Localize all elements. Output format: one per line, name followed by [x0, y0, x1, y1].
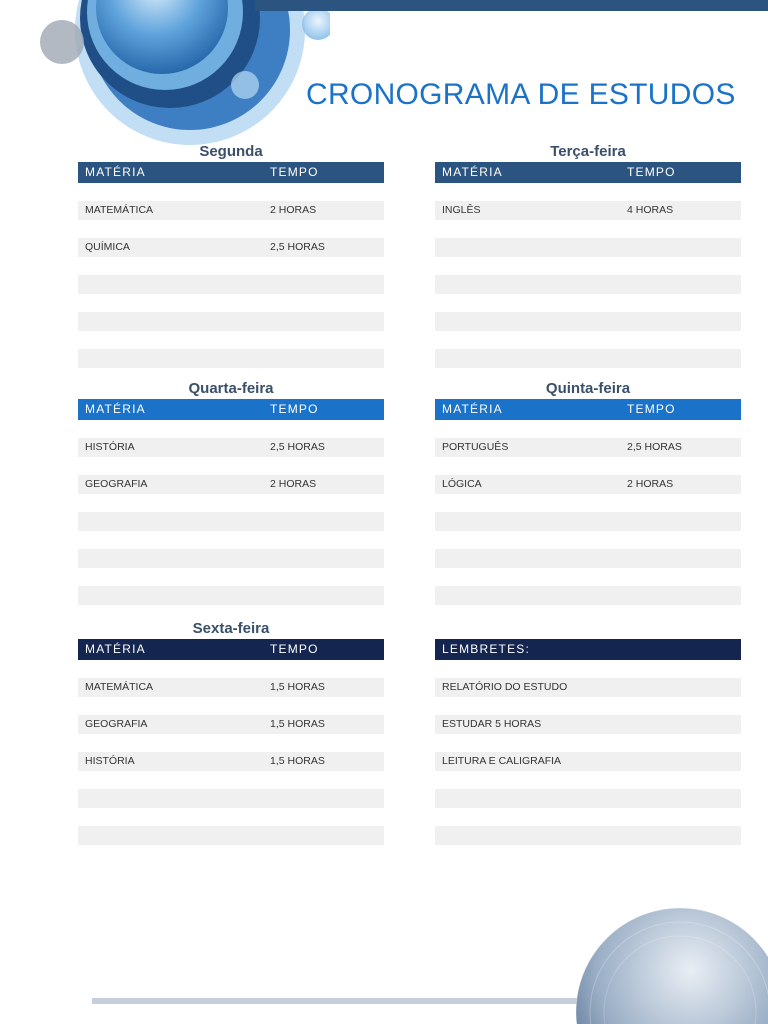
table-header [78, 399, 384, 420]
day-title: Sexta-feira [192, 620, 270, 637]
reminder-text: LEITURA E CALIGRAFIA [442, 755, 562, 767]
day-title: Segunda [199, 143, 263, 160]
table-row [435, 475, 741, 494]
table-row [78, 549, 384, 568]
column-header-materia: MATÉRIA [442, 165, 503, 179]
day-title: Quinta-feira [545, 380, 631, 397]
subject-cell: MATEMÁTICA [85, 681, 154, 693]
table-row [78, 678, 384, 697]
table-header [435, 639, 741, 660]
table-row [78, 475, 384, 494]
column-header-materia: MATÉRIA [85, 402, 146, 416]
table-row [435, 586, 741, 605]
list-item [435, 752, 741, 771]
day-title: Quarta-feira [188, 380, 274, 397]
section-terca [435, 141, 741, 368]
column-header-materia: MATÉRIA [442, 402, 503, 416]
footer-line [92, 998, 592, 1004]
table-row [78, 349, 384, 368]
column-header-materia: MATÉRIA [85, 642, 146, 656]
list-item [435, 826, 741, 845]
list-item [435, 789, 741, 808]
time-cell: 2 HORAS [270, 204, 317, 216]
reminder-text: RELATÓRIO DO ESTUDO [442, 681, 568, 693]
table-row [435, 512, 741, 531]
table-row [78, 789, 384, 808]
time-cell: 1,5 HORAS [270, 718, 325, 730]
table-row [435, 438, 741, 457]
table-row [78, 238, 384, 257]
page-title: CRONOGRAMA DE ESTUDOS [306, 78, 736, 111]
table-row [78, 512, 384, 531]
table-row [435, 238, 741, 257]
table-row [435, 549, 741, 568]
table-row [78, 826, 384, 845]
subject-cell: HISTÓRIA [85, 441, 135, 453]
time-cell: 2 HORAS [627, 478, 674, 490]
table-row [78, 201, 384, 220]
section-segunda [78, 141, 384, 368]
table-row [78, 586, 384, 605]
table-row [78, 275, 384, 294]
section-quinta [435, 378, 741, 605]
list-item [435, 715, 741, 734]
decorative-circles-top [0, 0, 330, 150]
section-sexta [78, 618, 384, 845]
subject-cell: GEOGRAFIA [85, 718, 148, 730]
subject-cell: GEOGRAFIA [85, 478, 148, 490]
time-cell: 4 HORAS [627, 204, 674, 216]
subject-cell: HISTÓRIA [85, 755, 135, 767]
table-row [435, 349, 741, 368]
time-cell: 2,5 HORAS [627, 441, 682, 453]
column-header-tempo: TEMPO [270, 642, 319, 656]
table-header [78, 639, 384, 660]
column-header-tempo: TEMPO [627, 402, 676, 416]
table-header [435, 399, 741, 420]
column-header-materia: MATÉRIA [85, 165, 146, 179]
table-row [435, 312, 741, 331]
column-header-tempo: TEMPO [270, 402, 319, 416]
table-header [78, 162, 384, 183]
decorative-circle-bottom [560, 900, 768, 1024]
subject-cell: MATEMÁTICA [85, 204, 154, 216]
time-cell: 2 HORAS [270, 478, 317, 490]
column-header-tempo: TEMPO [270, 165, 319, 179]
table-row [78, 438, 384, 457]
subject-cell: LÓGICA [442, 478, 482, 490]
table-row [78, 312, 384, 331]
subject-cell: INGLÊS [442, 204, 481, 216]
list-item [435, 678, 741, 697]
reminder-text: ESTUDAR 5 HORAS [442, 718, 542, 730]
time-cell: 2,5 HORAS [270, 241, 325, 253]
subject-cell: PORTUGUÊS [442, 441, 509, 453]
top-accent-bar [255, 0, 768, 11]
lembretes-header: LEMBRETES: [442, 642, 531, 656]
time-cell: 1,5 HORAS [270, 681, 325, 693]
table-header [435, 162, 741, 183]
column-header-tempo: TEMPO [627, 165, 676, 179]
subject-cell: QUÍMICA [85, 241, 130, 253]
day-title: Terça-feira [550, 143, 626, 160]
table-row [435, 275, 741, 294]
section-quarta [78, 378, 384, 605]
table-row [78, 715, 384, 734]
section-lembretes [435, 618, 741, 845]
table-row [78, 752, 384, 771]
time-cell: 2,5 HORAS [270, 441, 325, 453]
table-row [435, 201, 741, 220]
time-cell: 1,5 HORAS [270, 755, 325, 767]
